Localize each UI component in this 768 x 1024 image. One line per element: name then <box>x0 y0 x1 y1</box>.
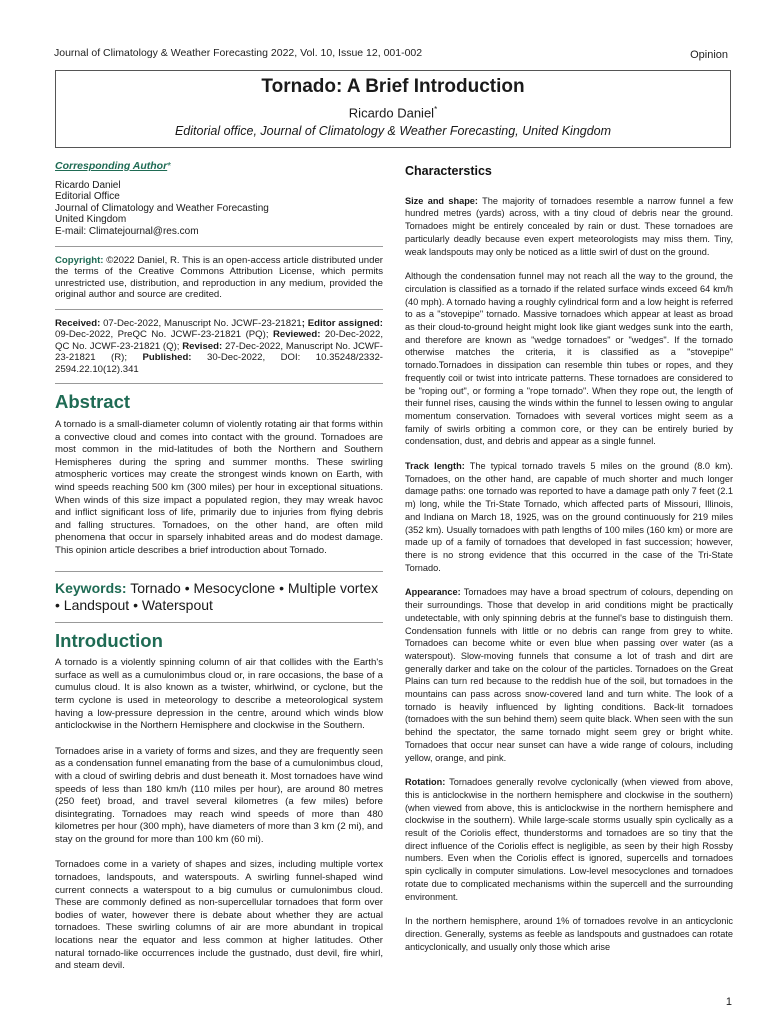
corresponding-mark: * <box>167 161 172 172</box>
received-label: Received: <box>55 317 101 329</box>
size-shape-label: Size and shape: <box>405 195 478 206</box>
divider <box>55 383 383 384</box>
corr-line: Journal of Climatology and Weather Forecasting <box>55 202 269 214</box>
rotation-text: Tornadoes generally revolve cyclonically (when viewed from above, this is anticlockwise in the northern hemisphere and clockwise in the southern) (when viewed from above, this is anticlockwise in the northern hemisphere and clockwise in the southern). While large-scale storms usually spin cyclically as a result of the Coriolis effect, thunderstorms and tornadoes are so tiny that the direct influence of the Coriolis effect is negligible, as seen by their high Rossby numbers. Even when the Coriolis effect is ignored, supercells and tornadoes spin cyclically in computer simulations. Low-level mesocyclones and tornadoes rotate due to complicated mechanisms within the supercell and the surrounding environment. <box>405 777 733 902</box>
introduction-heading: Introduction <box>55 629 163 651</box>
revised-value: 27-Dec-2022, Manuscript No. JCWF-23-21821 (R); <box>55 340 383 364</box>
appearance-paragraph <box>405 586 733 764</box>
corr-line: United Kingdom <box>55 214 127 226</box>
reviewed-label: Reviewed: <box>272 329 321 341</box>
article-type: Opinion <box>690 49 728 61</box>
northern-hemisphere-paragraph: In the northern hemisphere, around 1% of tornadoes revolve in an anticyclonic direction. Generally, systems as feeble as landspouts and gustnadoes can rotate anticyclonically, and usually only those which arise <box>405 916 733 952</box>
keywords-label: Keywords: <box>55 579 127 596</box>
track-length-label: Track length: <box>405 461 465 472</box>
abstract-text: A tornado is a small-diameter column of violently rotating air that forms within a convective cloud and comes into contact with the ground. Tornadoes are most common in the mid-latitudes of both the Northern and Southern Hemispheres during the spring and summer months. These swirling atmospheric vortices may create the strongest winds known on Earth, with wind speeds reaching 500 km (300 miles) per hour in exceptional situations. When winds of this size impact a populated region, they may wreak havoc and inflict significant loss of life, primarily due to injuries from flying debris and falling structures. Tornadoes, on the other hand, are often mild phenomena that occur in sparsely inhabited areas and do modest damage. This opinion article describes a brief introduction about Tornado. <box>55 419 383 556</box>
size-shape-paragraph <box>405 195 733 259</box>
divider <box>55 246 383 247</box>
appearance-label: Appearance: <box>405 587 461 598</box>
left-column <box>55 160 383 986</box>
characteristics-heading: Characterstics <box>405 164 492 178</box>
received-value: 07-Dec-2022, Manuscript No. JCWF-23-21821 <box>100 317 302 329</box>
author-line <box>56 105 730 120</box>
track-length-text: The typical tornado travels 5 miles on the ground (8.0 km). Tornadoes, on the other hand, are capable of much shorter and much longer damage paths: one tornado was reported to have a damage path only 7 feet (2.1 m) long, while the Tri-State Tornado, which affected parts of Missouri, Illinois, and Indiana on March 18, 1925, was on the ground continuously for 219 miles (352 km). Usually tornadoes with path lengths of 100 miles (160 km) or more are made up of a family of tornadoes that developed in fast succession; however, there is no strong evidence that this occurred in the case of the Tri-State Tornado. <box>405 461 733 573</box>
editor-label: ; Editor assigned: <box>301 317 383 329</box>
revised-label: Revised: <box>182 340 223 352</box>
rotation-paragraph <box>405 776 733 903</box>
keywords-text: Tornado • Mesocyclone • Multiple vortex • Landspout • Waterspout <box>55 579 379 613</box>
editor-value: 09-Dec-2022, PreQC No. JCWF-23-21821 (PQ); <box>55 329 273 341</box>
condensation-paragraph: Although the condensation funnel may not reach all the way to the ground, the circulation is classified as a tornado if the related surface winds exceed 64 km/h (40 mph). A tornado having a roughly cylindrical form and a low height is referred to as a "stovepipe" tornado. Massive tornadoes which appear at least as broad as their cloud-to-ground height might look like giant wedges sunk into the earth, and therefore are known as "wedge tornadoes" or "wedges". If the tornado otherwise matches the criteria, it is classified as a "stovepipe" tornado.Tornadoes in dissipation can resemble thin tubes or ropes, and they frequently coil or twist into intricate patterns. These tornadoes are considered to be "roping out", or forming a "rope tornado". When they rope out, the length of their funnel rises, causing the winds within the funnel to lessen owing to angular momentum conservation. Tornadoes with several vortices might seem as a family of swirls orbiting a common core, or they can be entirely buried by condensation, dust, and debris and appear as a single funnel. <box>405 271 733 447</box>
track-length-paragraph <box>405 460 733 574</box>
affiliation: Editorial office, Journal of Climatology & Weather Forecasting, United Kingdom <box>174 124 612 139</box>
corresponding-heading <box>55 160 383 174</box>
author-name: Ricardo Daniel <box>348 105 435 121</box>
title-box <box>55 70 731 148</box>
journal-header: Journal of Climatology & Weather Forecasting 2022, Vol. 10, Issue 12, 001-002 <box>54 47 423 59</box>
keywords <box>55 580 383 614</box>
published-label: Published: <box>142 352 192 364</box>
rotation-label: Rotation: <box>405 777 446 788</box>
corresponding-details <box>55 180 383 238</box>
right-column <box>405 165 733 965</box>
author-mark: * <box>434 105 438 114</box>
copyright-notice <box>55 255 383 301</box>
corr-line: Ricardo Daniel <box>55 179 121 191</box>
divider <box>55 571 383 572</box>
article-dates <box>55 318 383 376</box>
page-number: 1 <box>725 996 732 1008</box>
reviewed-value: 20-Dec-2022, QC No. JCWF-23-21821 (Q); <box>55 329 383 352</box>
corr-line: Editorial Office <box>55 191 120 203</box>
abstract-heading: Abstract <box>55 391 131 413</box>
copyright-label: Copyright: <box>55 254 104 266</box>
intro-paragraph: Tornadoes arise in a variety of forms and sizes, and they are frequently seen as a condensation funnel emanating from the base of a cumulonimbus cloud, with a cloud of swirling debris and dust beneath it. Most tornadoes have wind speeds of less than 180 km/h (110 miles per hour), are around 80 metres (250 feet) broad, and travel several kilometres (a few miles) before disintegrating. Tornadoes may reach wind speeds of more than 480 kilometres per hour (300 mph), have diameters of more than 3 km (2 mi), and stay on the ground for more than 100 km (60 mi). <box>55 745 383 845</box>
corr-email[interactable]: E-mail: Climatejournal@res.com <box>55 225 199 237</box>
divider <box>55 622 383 623</box>
article-title: Tornado: A Brief Introduction <box>261 76 525 97</box>
intro-paragraph: A tornado is a violently spinning column of air that collides with the Earth's surface as well as a cumulonimbus cloud or, in rare occasions, the base of a cumulus cloud. It is also known as a twister, whirlwind, or cyclone, but the term cyclone is used in meteorology to describe a meteorological system having a low-pressure depression in the centre, around which winds blow anticlockwise in the Northern Hemisphere and clockwise in the Southern. <box>55 657 383 732</box>
intro-paragraph: Tornadoes come in a variety of shapes and sizes, including multiple vortex tornadoes, landspouts, and waterspouts. A swirling funnel-shaped wind current connects a waterspout to a big cumulus or cumulonimbus cloud. These are commonly defined as non-supercellular tornadoes that form over bodies of water, however there is debate about whether they are actual tornadoes. These swirling columns of air are more abundant in tropical locations near the equator and less common at higher latitudes. Other natural tornado-like occurrences include the gustnado, dust devil, fire whirl, and steam devil. <box>55 859 383 972</box>
appearance-text: Tornadoes may have a broad spectrum of colours, depending on their surroundings. Those that develop in arid conditions might be practically undetectable, with only spinning debris at the funnel's base to distinguish them. Condensation funnels with little or no debris can range from grey to white. Tornadoes can become white or even blue when passing over water (as a waterspout). Slow-moving funnels that consume a lot of trash and dirt are generally darker and take on the colour of the particles. Tornadoes on the Great Plains can turn red because to the reddish hue of the soil, but tornadoes in the mountains can pass across snow-covered land and turn white. The look of a tornado is heavily influenced by lighting conditions. Back-lit tornadoes (tornadoes with the sun behind them) seem quite black. When seen with the sun behind the spectator, the same tornado might seem grey or bright white. Tornadoes that occur near sunset can have a wide range of colours, including yellow, orange, and pink. <box>405 587 733 763</box>
corresponding-title: Corresponding Author <box>55 160 168 172</box>
size-shape-text: The majority of tornadoes resemble a narrow funnel a few hundred metres (yards) across, with a tiny cloud of debris near the ground. Tornadoes might be entirely concealed by rain or dust. These tornadoes are particularly deadly because even expert meteorologists may miss them. Tiny, weak landspouts may only be noticed as a little swirl of dust on the ground. <box>405 195 734 257</box>
copyright-text: ©2022 Daniel, R. This is an open-access article distributed under the terms of the Creative Commons Attribution License, which permits unrestricted use, distribution, and reproduction in any medium, provided the original author and source are credited. <box>55 254 383 301</box>
divider <box>55 309 383 310</box>
published-value: 30-Dec-2022, DOI: 10.35248/2332-2594.22.10(12).341 <box>55 352 383 375</box>
